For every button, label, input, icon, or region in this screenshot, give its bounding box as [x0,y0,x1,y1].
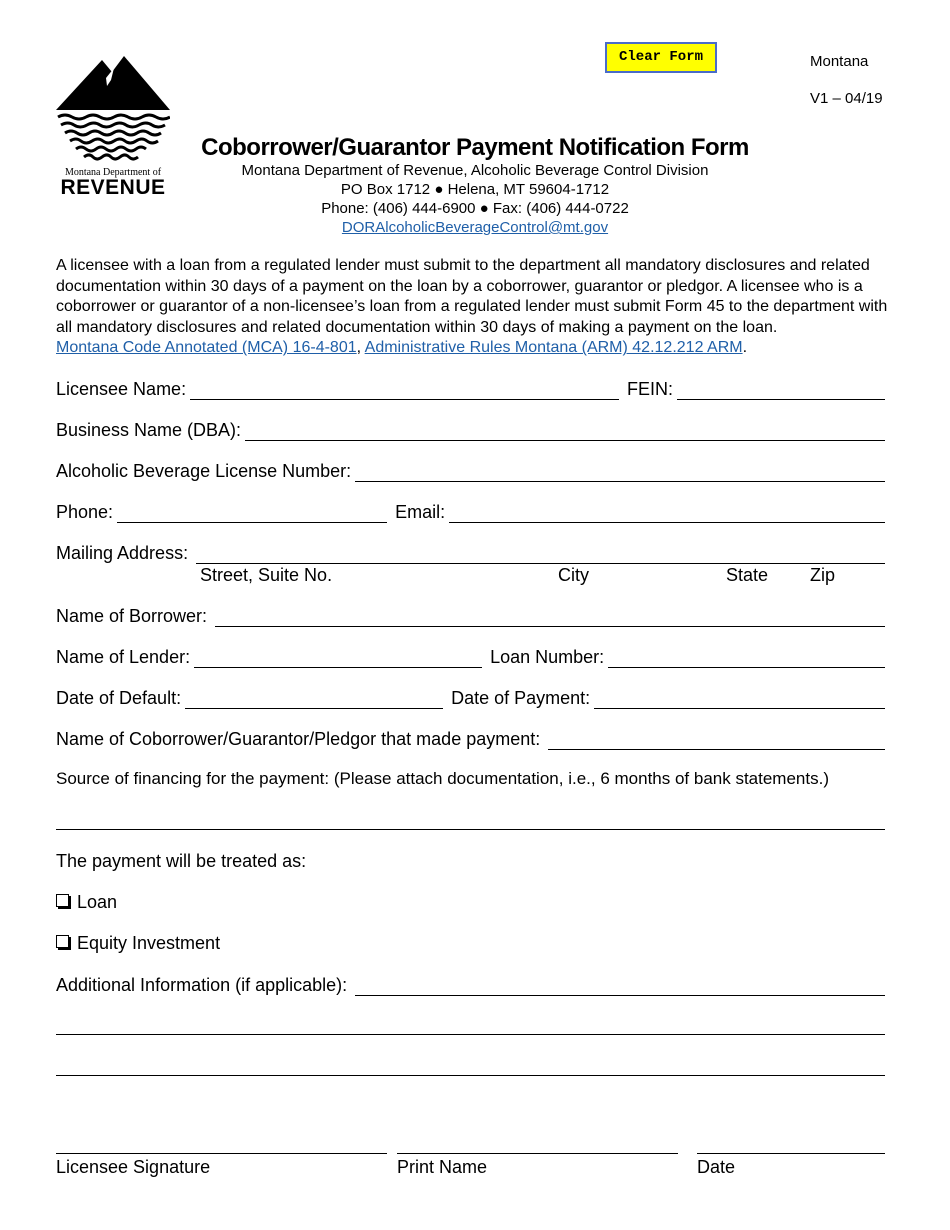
street-caption: Street, Suite No. [200,565,333,585]
date-default-field[interactable] [185,688,443,709]
borrower-field[interactable] [215,606,885,627]
lender-field[interactable] [194,647,482,668]
mailing-address-field[interactable] [196,543,885,564]
payer-row [56,726,885,750]
loan-number-label: Loan Number: [490,647,605,667]
version-label: V1 – 04/19 [810,90,883,107]
date-caption: Date [697,1157,736,1177]
signature-line[interactable] [56,1153,387,1154]
agency-name: Montana Department of Revenue, Alcoholic Beverage Control Division [241,162,709,179]
lender-label: Name of Lender: [56,647,191,667]
po-box: PO Box 1712 [340,181,431,198]
page-title: Coborrower/Guarantor Payment Notification Form [201,134,749,161]
licensee-name-field[interactable] [190,379,619,400]
city-caption: City [558,565,589,585]
date-line[interactable] [697,1153,885,1154]
clear-form-button[interactable]: Clear Form [605,42,717,73]
state-caption: State [726,565,769,585]
agency-city: Helena, MT 59604-1712 [447,181,610,198]
intro-paragraph: A licensee with a loan from a regulated lender must submit to the department all mandatory disclosures and related documentation within 30 days of a payment on the loan by a coborrower, guarantor or pledgor. A licensee who is a coborrower or guarantor of a non-licensee’s loan from a regulated lender must submit Form 45 to the department with all mandatory disclosures and related documentation within 30 days of making a payment on the loan. Montana Code Annotated (MCA) 16-4-801, Administrative Rules Montana (ARM) 42.12.212 ARM. [56,257,888,357]
mailing-address-label: Mailing Address: [56,543,189,563]
date-default-label: Date of Default: [56,688,182,708]
business-name-label: Business Name (DBA): [56,420,242,440]
zip-caption: Zip [810,565,836,585]
additional-line-3[interactable] [56,1075,885,1076]
phone-email-row [56,499,885,523]
agency-address [0,181,950,198]
email-label: Email: [395,502,446,522]
dates-row [56,685,885,709]
license-number-label: Alcoholic Beverage License Number: [56,461,352,481]
mca-link[interactable]: Montana Code Annotated (MCA) 16-4-801 [56,339,357,357]
agency-contact [0,200,950,217]
bullet-icon: ● [479,200,489,217]
license-number-field[interactable] [355,461,885,482]
phone-label: Phone: [56,502,114,522]
license-number-row [56,458,885,482]
equity-checkbox[interactable] [56,935,69,948]
signature-caption: Licensee Signature [56,1157,211,1177]
agency-email-line [0,219,950,236]
payer-label: Name of Coborrower/Guarantor/Pledgor that made payment: [56,729,541,749]
print-name-caption: Print Name [397,1157,488,1177]
additional-row [56,972,885,996]
fein-field[interactable] [677,379,885,400]
payer-field[interactable] [548,729,885,750]
business-name-field[interactable] [245,420,885,441]
licensee-name-label: Licensee Name: [56,379,187,399]
print-name-line[interactable] [397,1153,678,1154]
licensee-row [56,376,885,400]
agency-fax: Fax: (406) 444-0722 [492,200,629,217]
treated-as-label: The payment will be treated as: [56,851,307,871]
source-label: Source of financing for the payment: (Please attach documentation, i.e., 6 months of bank statements.) [56,769,829,788]
business-name-row [56,417,885,441]
phone-field[interactable] [117,502,387,523]
logo-caption: Montana Department of [64,167,162,178]
arm-link[interactable]: Administrative Rules Montana (ARM) 42.12.212 ARM [364,339,743,357]
loan-number-field[interactable] [608,647,885,668]
logo-wordmark: REVENUE [60,176,166,196]
source-field[interactable] [56,829,885,830]
equity-option-label: Equity Investment [77,933,221,953]
mailing-address-row [56,540,885,564]
additional-field[interactable] [355,975,885,996]
agency-email-link[interactable]: DORAlcoholicBeverageControl@mt.gov [341,219,609,236]
email-field[interactable] [449,502,885,523]
loan-option-label: Loan [77,892,118,912]
borrower-row [56,603,885,627]
date-payment-label: Date of Payment: [451,688,591,708]
additional-label: Additional Information (if applicable): [56,975,348,995]
bullet-icon: ● [434,181,444,198]
equity-option[interactable] [56,933,220,954]
loan-checkbox[interactable] [56,894,69,907]
borrower-label: Name of Borrower: [56,606,208,626]
state-label: Montana [810,53,869,70]
date-payment-field[interactable] [594,688,885,709]
fein-label: FEIN: [626,379,673,399]
intro-text: A licensee with a loan from a regulated lender must submit to the department all mandatory disclosures and related documentation within 30 days of a payment on the loan by a coborrower, guarantor or pledgor. A licensee who is a coborrower or guarantor of a non-licensee’s loan from a regulated lender must submit Form 45 to the department with all mandatory disclosures and related documentation within 30 days of making a payment on the loan. [56,257,888,336]
lender-row [56,644,885,668]
agency-phone: Phone: (406) 444-6900 [321,200,476,217]
loan-option[interactable] [56,892,117,913]
additional-line-2[interactable] [56,1034,885,1035]
